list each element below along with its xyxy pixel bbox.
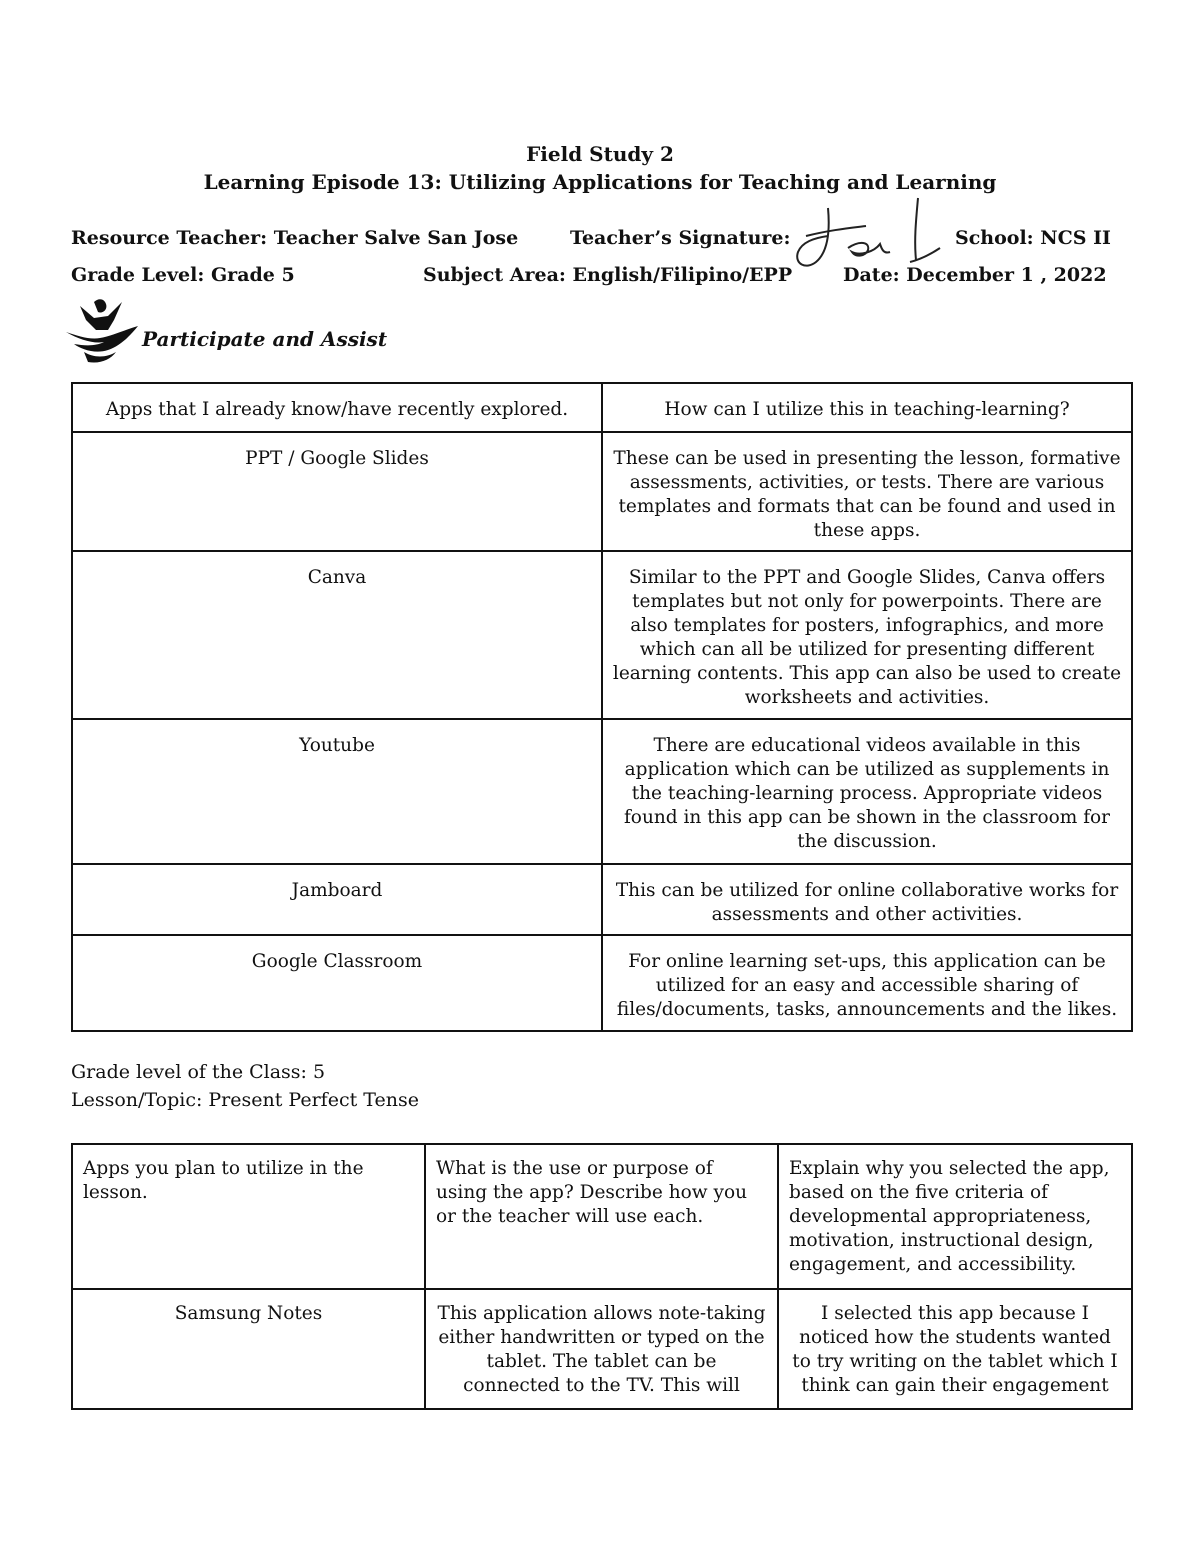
school: School: NCS II — [955, 227, 1111, 249]
header-cell: How can I utilize this in teaching-learning? — [602, 383, 1132, 432]
app-cell: Google Classroom — [72, 935, 602, 1031]
header-cell: What is the use or purpose of using the app? Describe how you or the teacher will use each. — [425, 1144, 778, 1289]
signature-label: Teacher’s Signature: — [570, 227, 791, 249]
apps-known-table — [71, 382, 1133, 1032]
date: Date: December 1 , 2022 — [843, 264, 1107, 286]
table-row — [72, 864, 1132, 935]
table-row — [72, 1289, 1132, 1409]
purpose-cell: This application allows note-taking either handwritten or typed on the tablet. The tablet can be connected to the TV. This will — [425, 1289, 778, 1409]
app-cell: Youtube — [72, 719, 602, 864]
use-cell: For online learning set-ups, this application can be utilized for an easy and accessible sharing of files/documents, tasks, announcements and the likes. — [602, 935, 1132, 1031]
app-cell: Canva — [72, 551, 602, 719]
section-title: Participate and Assist — [142, 327, 388, 351]
table-header-row — [72, 383, 1132, 432]
app-cell: PPT / Google Slides — [72, 432, 602, 551]
subject-area: Subject Area: English/Filipino/EPP — [423, 264, 793, 286]
header-cell: Explain why you selected the app, based on the five criteria of developmental appropriateness, motivation, instructional design, engagement, and accessibility. — [778, 1144, 1132, 1289]
table-row — [72, 432, 1132, 551]
use-cell: Similar to the PPT and Google Slides, Canva offers templates but not only for powerpoints. There are also templates for posters, infographics, and more which can all be utilized for presenting different learning contents. This app can also be used to create worksheets and activities. — [602, 551, 1132, 719]
resource-teacher: Resource Teacher: Teacher Salve San Jose — [71, 227, 519, 249]
teacher-signature — [770, 190, 950, 290]
document-title: Field Study 2 — [526, 142, 674, 166]
grade-level: Grade Level: Grade 5 — [71, 264, 295, 286]
header-cell: Apps that I already know/have recently explored. — [72, 383, 602, 432]
class-grade: Grade level of the Class: 5 — [71, 1061, 326, 1083]
use-cell: There are educational videos available in this application which can be utilized as supplements in the teaching-learning process. Appropriate videos found in this app can be shown in the classroom for the discussion. — [602, 719, 1132, 864]
app-cell: Jamboard — [72, 864, 602, 935]
document-subtitle: Learning Episode 13: Utilizing Applications for Teaching and Learning — [203, 170, 997, 194]
use-cell: These can be used in presenting the lesson, formative assessments, activities, or tests. There are various templates and formats that can be found and used in these apps. — [602, 432, 1132, 551]
table-row — [72, 719, 1132, 864]
use-cell: This can be utilized for online collaborative works for assessments and other activities. — [602, 864, 1132, 935]
app-cell: Samsung Notes — [72, 1289, 425, 1409]
participate-assist-icon — [64, 296, 140, 366]
lesson-topic: Lesson/Topic: Present Perfect Tense — [71, 1089, 419, 1111]
header-cell: Apps you plan to utilize in the lesson. — [72, 1144, 425, 1289]
table-header-row — [72, 1144, 1132, 1289]
apps-plan-table — [71, 1143, 1133, 1410]
table-row — [72, 935, 1132, 1031]
table-row — [72, 551, 1132, 719]
reason-cell: I selected this app because I noticed how the students wanted to try writing on the tablet which I think can gain their engagement — [778, 1289, 1132, 1409]
